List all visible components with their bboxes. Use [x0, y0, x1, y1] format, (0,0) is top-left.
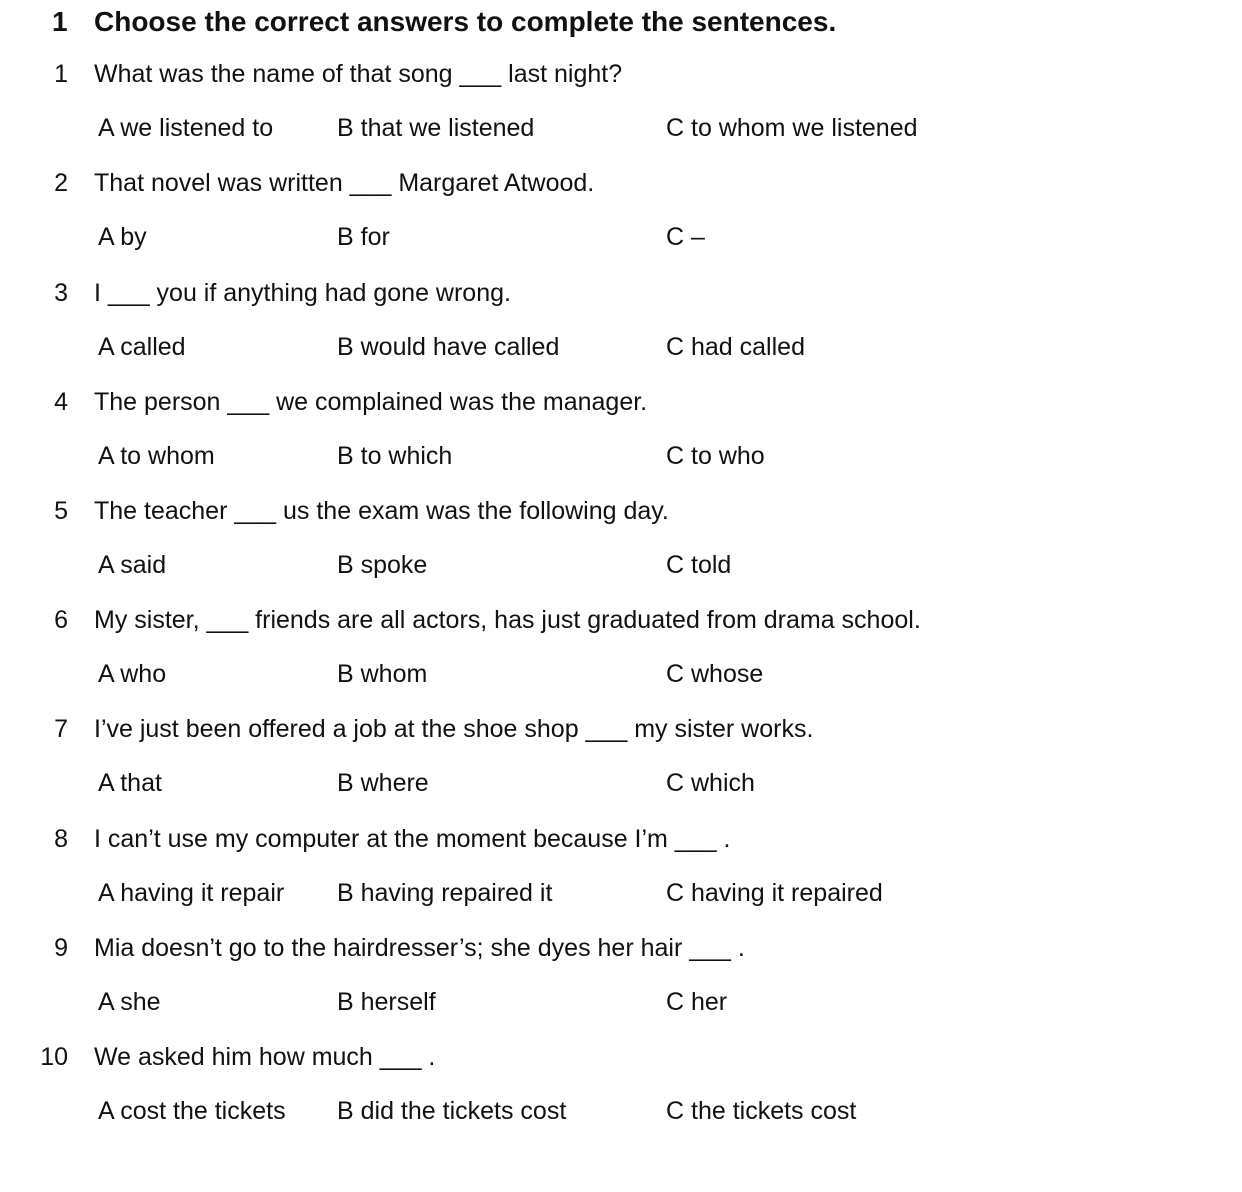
- question-number: 10: [40, 1043, 68, 1071]
- option-b[interactable]: B to which: [337, 442, 453, 470]
- question-number: 1: [54, 60, 68, 88]
- question-3: [0, 276, 1242, 385]
- question-text: My sister, ___ friends are all actors, has just graduated from drama school.: [94, 606, 921, 634]
- option-a[interactable]: A having it repair: [98, 879, 285, 907]
- answer-options: [0, 548, 1242, 582]
- option-c[interactable]: C had called: [666, 333, 805, 361]
- question-text: That novel was written ___ Margaret Atwood.: [94, 169, 595, 197]
- answer-options: [0, 1094, 1242, 1128]
- option-b[interactable]: B having repaired it: [337, 879, 553, 907]
- question-number: 2: [54, 169, 68, 197]
- option-b[interactable]: B spoke: [337, 551, 428, 579]
- question-text: The teacher ___ us the exam was the following day.: [94, 497, 669, 525]
- answer-options: [0, 111, 1242, 145]
- option-a[interactable]: A that: [98, 769, 162, 797]
- question-1: [0, 57, 1242, 166]
- question-8: [0, 822, 1242, 931]
- question-4: [0, 385, 1242, 494]
- exercise-number: 1: [52, 6, 68, 37]
- question-number: 9: [54, 934, 68, 962]
- question-6: [0, 603, 1242, 712]
- exercise-instruction: Choose the correct answers to complete the sentences.: [94, 6, 837, 37]
- answer-options: [0, 985, 1242, 1019]
- question-10: [0, 1040, 1242, 1149]
- answer-options: [0, 330, 1242, 364]
- option-b[interactable]: B where: [337, 769, 429, 797]
- option-c[interactable]: C the tickets cost: [666, 1097, 857, 1125]
- exercise-header: [0, 5, 1242, 39]
- option-a[interactable]: A to whom: [98, 442, 215, 470]
- option-a[interactable]: A we listened to: [98, 114, 274, 142]
- question-text: I’ve just been offered a job at the shoe shop ___ my sister works.: [94, 715, 814, 743]
- question-text: We asked him how much ___ .: [94, 1043, 436, 1071]
- option-b[interactable]: B that we listened: [337, 114, 535, 142]
- option-c[interactable]: C which: [666, 769, 755, 797]
- answer-options: [0, 657, 1242, 691]
- question-text: What was the name of that song ___ last night?: [94, 60, 623, 88]
- question-9: [0, 931, 1242, 1040]
- question-number: 3: [54, 279, 68, 307]
- answer-options: [0, 439, 1242, 473]
- question-text: I ___ you if anything had gone wrong.: [94, 279, 511, 307]
- question-5: [0, 494, 1242, 603]
- question-2: [0, 166, 1242, 275]
- answer-options: [0, 876, 1242, 910]
- question-text: The person ___ we complained was the manager.: [94, 388, 648, 416]
- option-c[interactable]: C her: [666, 988, 728, 1016]
- option-b[interactable]: B for: [337, 223, 390, 251]
- answer-options: [0, 220, 1242, 254]
- option-a[interactable]: A she: [98, 988, 161, 1016]
- option-b[interactable]: B herself: [337, 988, 436, 1016]
- option-a[interactable]: A called: [98, 333, 186, 361]
- option-c[interactable]: C –: [666, 223, 705, 251]
- option-c[interactable]: C whose: [666, 660, 764, 688]
- answer-options: [0, 766, 1242, 800]
- question-text: I can’t use my computer at the moment because I’m ___ .: [94, 825, 731, 853]
- option-a[interactable]: A said: [98, 551, 167, 579]
- question-number: 5: [54, 497, 68, 525]
- option-b[interactable]: B whom: [337, 660, 428, 688]
- question-7: [0, 712, 1242, 821]
- question-text: Mia doesn’t go to the hairdresser’s; she dyes her hair ___ .: [94, 934, 745, 962]
- question-number: 8: [54, 825, 68, 853]
- option-c[interactable]: C told: [666, 551, 732, 579]
- question-number: 4: [54, 388, 68, 416]
- option-b[interactable]: B would have called: [337, 333, 560, 361]
- option-c[interactable]: C to whom we listened: [666, 114, 918, 142]
- option-a[interactable]: A cost the tickets: [98, 1097, 286, 1125]
- option-a[interactable]: A by: [98, 223, 147, 251]
- option-a[interactable]: A who: [98, 660, 167, 688]
- question-number: 7: [54, 715, 68, 743]
- option-c[interactable]: C to who: [666, 442, 765, 470]
- question-number: 6: [54, 606, 68, 634]
- option-b[interactable]: B did the tickets cost: [337, 1097, 567, 1125]
- option-c[interactable]: C having it repaired: [666, 879, 883, 907]
